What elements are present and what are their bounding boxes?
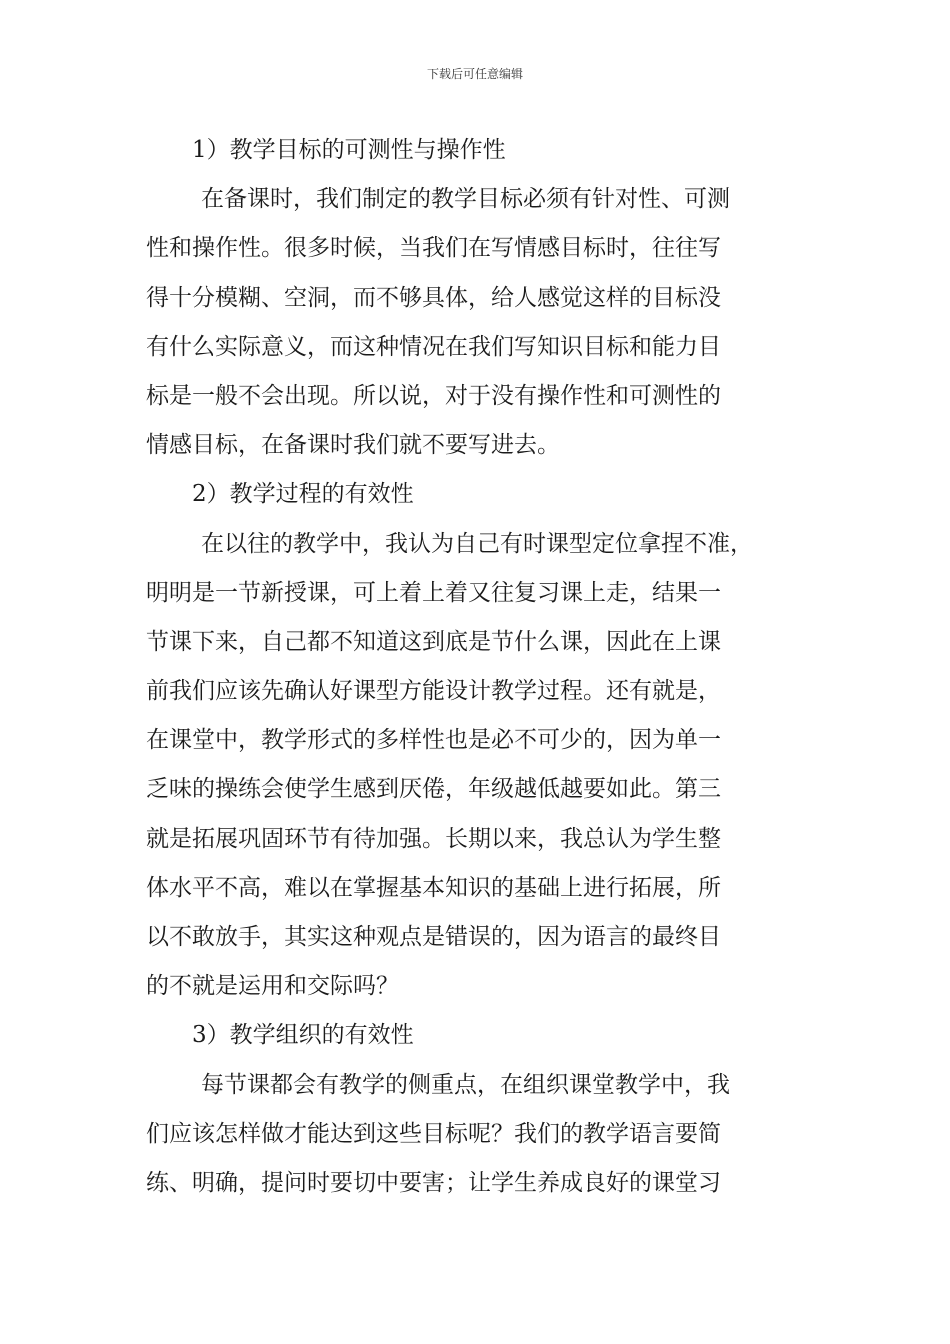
paragraph-line: 每节课都会有教学的侧重点，在组织课堂教学中，我 <box>201 1071 730 1098</box>
paragraph-line: 在课堂中，教学形式的多样性也是必不可少的，因为单一 <box>146 727 721 754</box>
section-heading-2: 2）教学过程的有效性 <box>192 481 414 508</box>
paragraph-line: 在以往的教学中，我认为自己有时课型定位拿捏不准， <box>201 530 753 557</box>
paragraph-line: 练、明确，提问时要切中要害；让学生养成良好的课堂习 <box>146 1169 721 1196</box>
paragraph-line: 节课下来，自己都不知道这到底是节什么课，因此在上课 <box>146 628 721 655</box>
paragraph-line: 情感目标，在备课时我们就不要写进去。 <box>146 432 560 459</box>
paragraph-line: 以不敢放手，其实这种观点是错误的，因为语言的最终目 <box>146 924 721 950</box>
paragraph-line: 前我们应该先确认好课型方能设计教学过程。还有就是， <box>146 678 721 705</box>
section-heading-3: 3）教学组织的有效性 <box>192 1022 414 1049</box>
paragraph-line: 标是一般不会出现。所以说，对于没有操作性和可测性的 <box>146 382 721 409</box>
paragraph-line: 乏味的操练会使学生感到厌倦，年级越低越要如此。第三 <box>146 776 721 803</box>
section-heading-1: 1）教学目标的可测性与操作性 <box>192 137 506 163</box>
paragraph-line: 们应该怎样做才能达到这些目标呢？我们的教学语言要简 <box>146 1120 721 1147</box>
document-body <box>146 126 808 1208</box>
paragraph-line: 的不就是运用和交际吗？ <box>146 973 399 1000</box>
page-header: 下载后可任意编辑 <box>426 67 523 81</box>
paragraph-line: 明明是一节新授课，可上着上着又往复习课上走，结果一 <box>146 579 721 606</box>
paragraph-line: 有什么实际意义，而这种情况在我们写知识目标和能力目 <box>146 333 721 360</box>
paragraph-line: 在备课时，我们制定的教学目标必须有针对性、可测 <box>201 186 730 213</box>
paragraph-line: 得十分模糊、空洞，而不够具体，给人感觉这样的目标没 <box>146 284 721 311</box>
paragraph-line: 就是拓展巩固环节有待加强。长期以来，我总认为学生整 <box>146 825 721 852</box>
paragraph-line: 体水平不高，难以在掌握基本知识的基础上进行拓展，所 <box>146 874 721 901</box>
paragraph-line: 性和操作性。很多时候，当我们在写情感目标时，往往写 <box>146 235 721 262</box>
